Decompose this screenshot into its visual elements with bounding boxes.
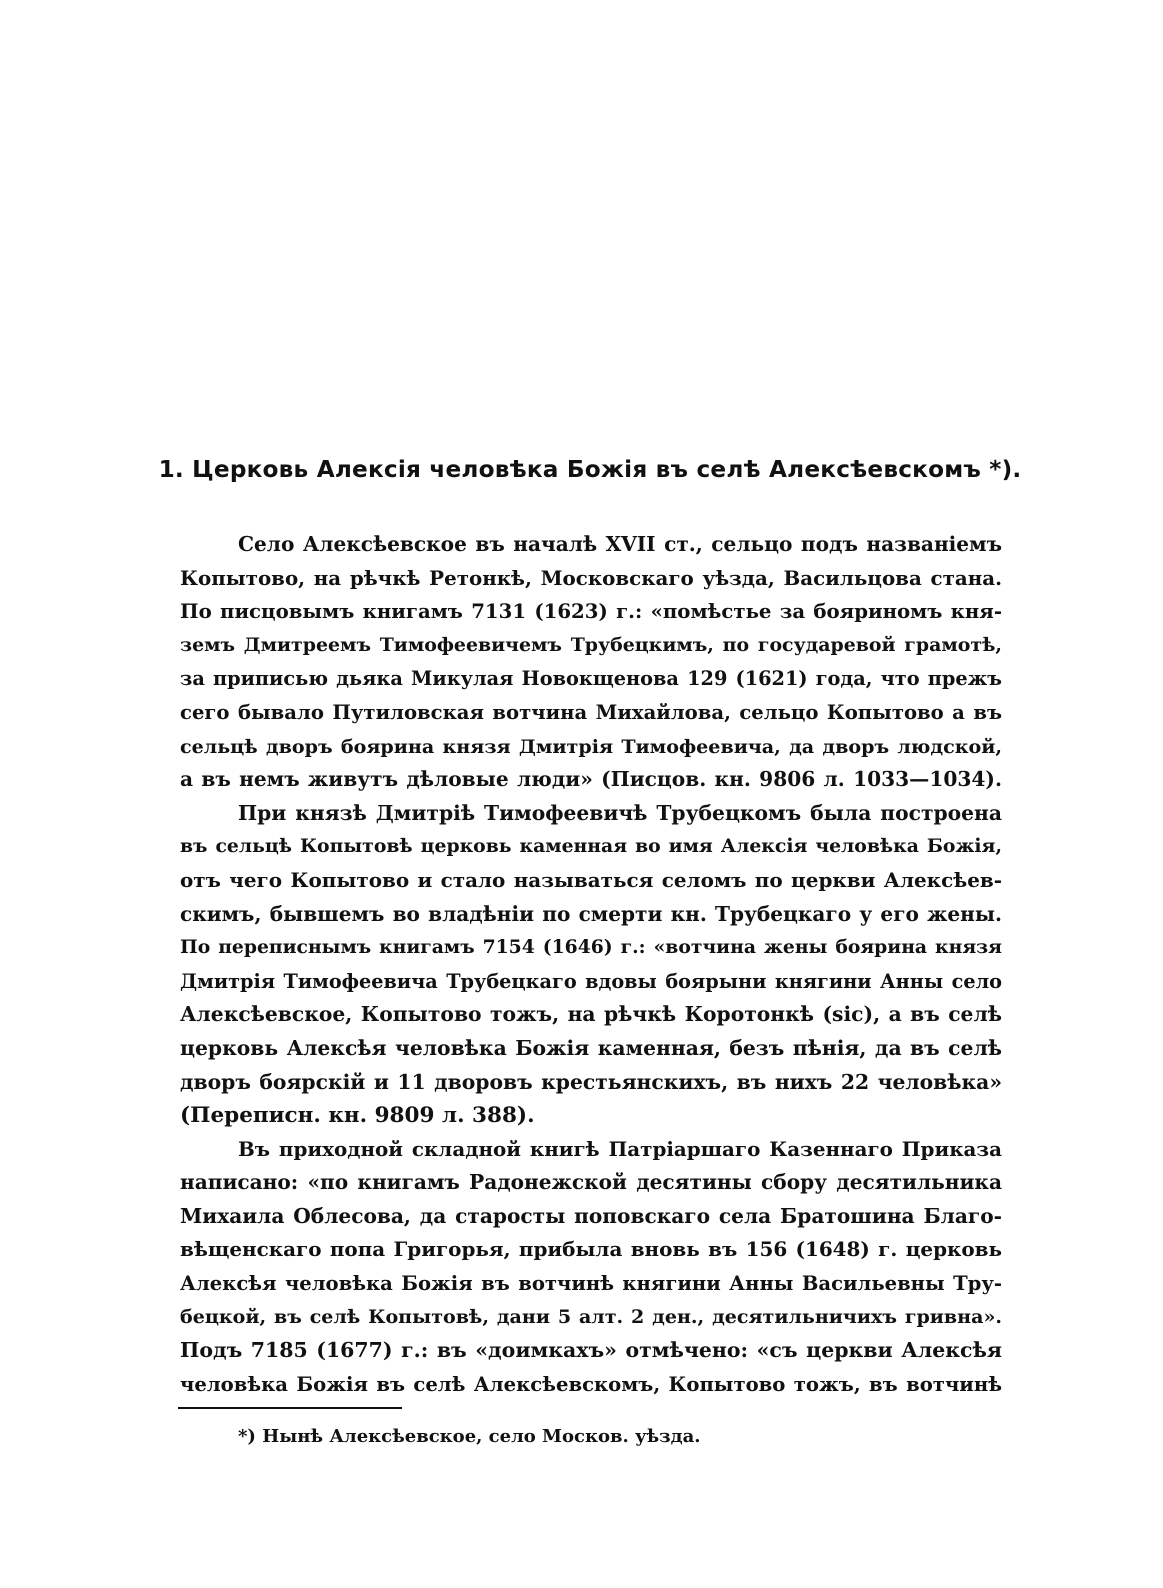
text-line: вѣщенскаго попа Григорья, прибыла вновь въ 156 (1648) г. церковь: [180, 1237, 1002, 1262]
text-line: При князѣ Дмитріѣ Тимофеевичѣ Трубецкомъ была построена: [238, 800, 1002, 825]
text-line: бецкой, въ селѣ Копытовѣ, дани 5 алт. 2 ден., десятильничихъ гривна».: [180, 1305, 1002, 1328]
text-line: дворъ боярскій и 11 дворовъ крестьянскихъ, въ нихъ 22 человѣка»: [180, 1069, 1002, 1094]
text-line: Алексѣевское, Копытово тожъ, на рѣчкѣ Коротонкѣ (sic), а въ селѣ: [180, 1002, 1002, 1027]
text-line: Михаила Облесова, да старосты поповскаго села Братошина Благо-: [180, 1203, 1002, 1228]
text-line: за приписью дьяка Микулая Новокщенова 129 (1621) года, что прежъ: [180, 667, 1002, 691]
text-line: Дмитрія Тимофеевича Трубецкаго вдовы боярыни княгини Анны село: [180, 969, 1002, 993]
text-line: сего бывало Путиловская вотчина Михайлова, сельцо Копытово а въ: [180, 700, 1002, 724]
text-line: церковь Алексѣя человѣка Божія каменная, безъ пѣнія, да въ селѣ: [180, 1035, 1002, 1060]
text-line: земъ Дмитреемъ Тимофеевичемъ Трубецкимъ, по государевой грамотѣ,: [180, 633, 1002, 656]
text-line: (Переписн. кн. 9809 л. 388).: [180, 1103, 535, 1129]
text-line: отъ чего Копытово и стало называться селомъ по церкви Алексѣев-: [180, 867, 1002, 892]
text-line: а въ немъ живутъ дѣловые люди» (Писцов. кн. 9806 л. 1033—1034).: [180, 767, 1002, 792]
text-line: Подъ 7185 (1677) г.: въ «доимкахъ» отмѣчено: «съ церкви Алексѣя: [180, 1338, 1002, 1363]
text-line: въ сельцѣ Копытовѣ церковь каменная во имя Алексія человѣка Божія,: [180, 835, 1002, 858]
chapter-title: 1. Церковь Алексія человѣка Божія въ селѣ Алексѣевскомъ *).: [158, 456, 1022, 483]
body-text: [180, 528, 1002, 1401]
text-line: По переписнымъ книгамъ 7154 (1646) г.: «вотчина жены боярина князя: [180, 936, 1002, 959]
text-line: человѣка Божія въ селѣ Алексѣевскомъ, Копытово тожъ, въ вотчинѣ: [180, 1372, 1002, 1396]
text-line: сельцѣ дворъ боярина князя Дмитрія Тимофеевича, да дворъ людской,: [180, 734, 1002, 758]
footnote: *) Нынѣ Алексѣевское, село Москов. уѣзда.: [238, 1426, 701, 1447]
text-line: Село Алексѣевское въ началѣ XVII ст., сельцо подъ названіемъ: [238, 532, 1002, 556]
text-line: По писцовымъ книгамъ 7131 (1623) г.: «помѣстье за бояриномъ кня-: [180, 600, 1002, 624]
text-line: написано: «по книгамъ Радонежской десятины сбору десятильника: [180, 1170, 1002, 1195]
text-line: Алексѣя человѣка Божія въ вотчинѣ княгини Анны Васильевны Тру-: [180, 1272, 1002, 1296]
text-line: Въ приходной складной книгѣ Патріаршаго Казеннаго Приказа: [238, 1136, 1002, 1161]
footnote-divider: [178, 1407, 402, 1409]
text-line: скимъ, бывшемъ во владѣніи по смерти кн. Трубецкаго у его жены.: [180, 901, 1002, 926]
text-line: Копытово, на рѣчкѣ Ретонкѣ, Московскаго уѣзда, Васильцова стана.: [180, 565, 1002, 590]
